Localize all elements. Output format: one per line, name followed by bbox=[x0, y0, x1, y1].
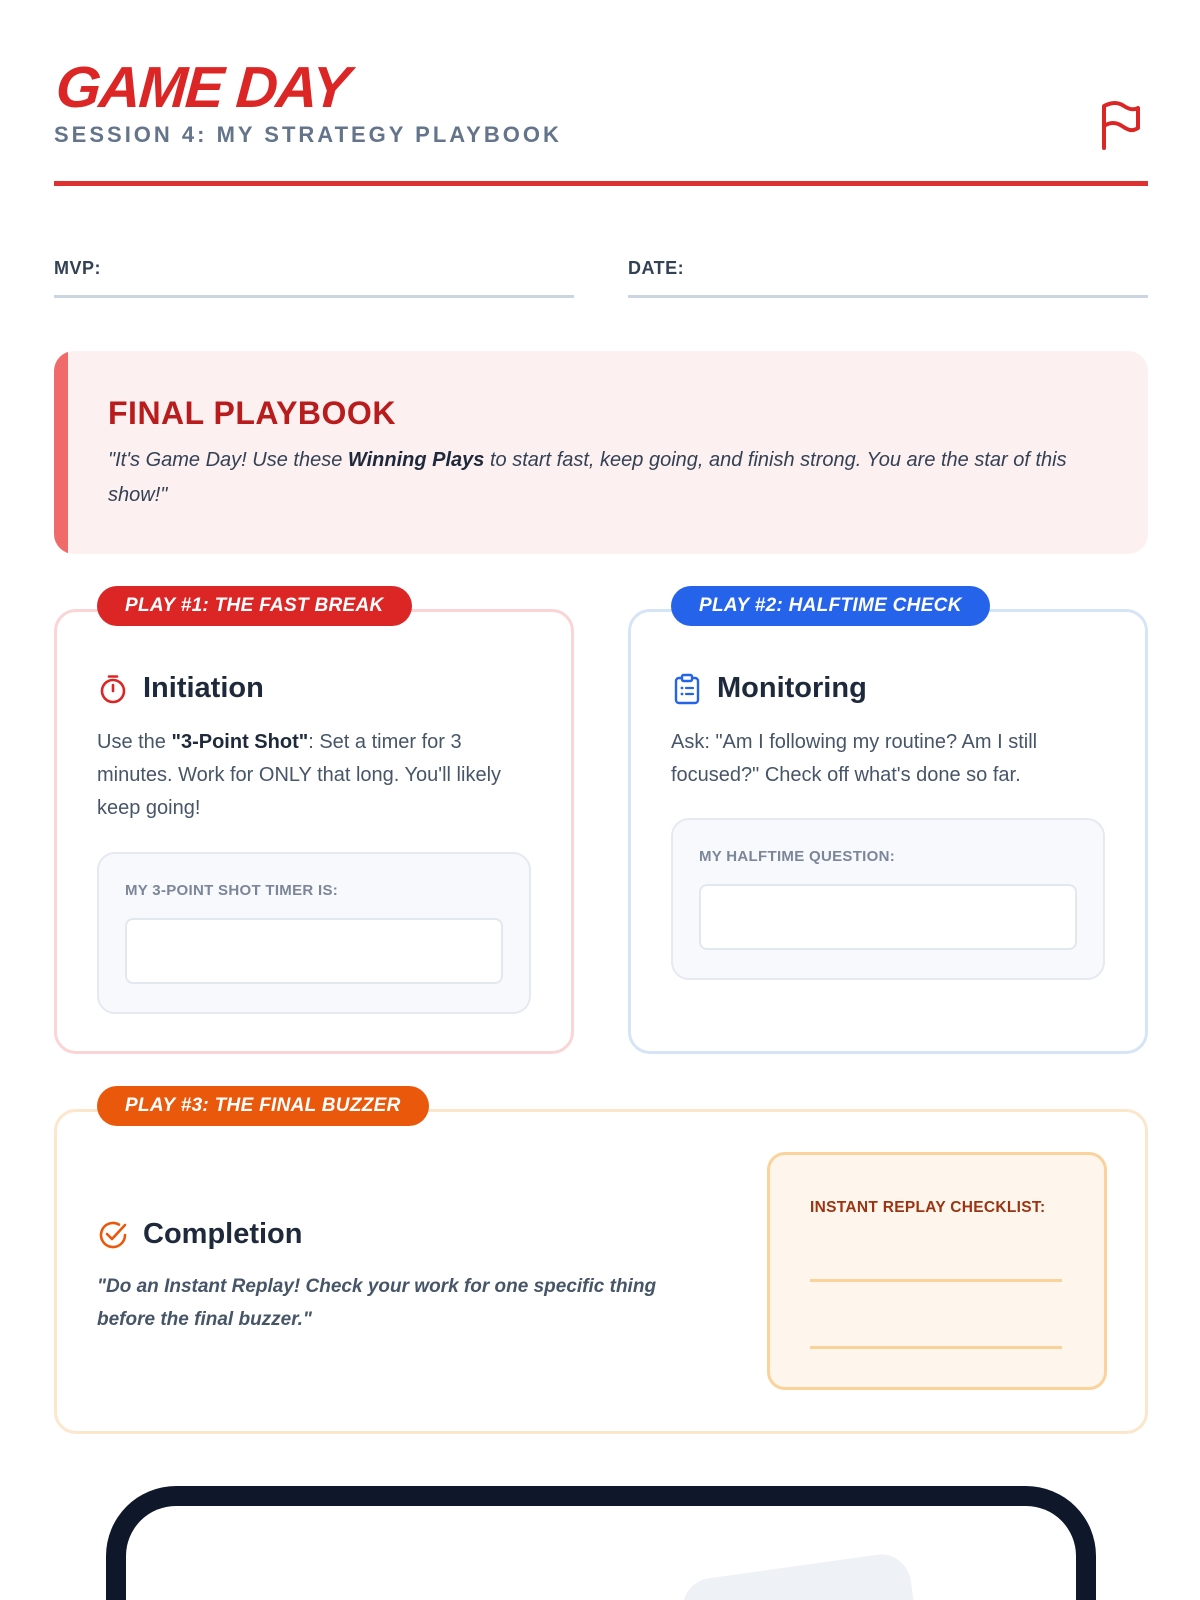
clipboard-icon bbox=[671, 673, 703, 705]
play-3-description: "Do an Instant Replay! Check your work for one specific thing before the final buzzer." bbox=[97, 1276, 657, 1330]
timer-input[interactable] bbox=[125, 918, 503, 984]
illustration-shape bbox=[679, 1551, 923, 1600]
instant-replay-checklist bbox=[767, 1152, 1107, 1390]
play-1-heading bbox=[97, 672, 264, 705]
play-card-final-buzzer bbox=[54, 1095, 1148, 1434]
play-3-badge: PLAY #3: THE FINAL BUZZER bbox=[97, 1086, 429, 1126]
mvp-label: MVP: bbox=[54, 258, 101, 278]
halftime-question-label: MY HALFTIME QUESTION: bbox=[699, 848, 896, 865]
check-circle-icon bbox=[97, 1219, 129, 1251]
page-header bbox=[53, 55, 1148, 148]
play-1-desc-end: : Set a timer for 3 minutes. Work for ONLY that long. You'll likely keep going! bbox=[97, 731, 502, 819]
date-label: DATE: bbox=[628, 258, 685, 278]
halftime-question-panel bbox=[671, 818, 1105, 980]
checklist-label: INSTANT REPLAY CHECKLIST: bbox=[810, 1199, 1046, 1216]
date-field[interactable] bbox=[628, 258, 1148, 298]
play-1-desc-start: Use the bbox=[97, 731, 172, 753]
play-1-desc-bold: "3-Point Shot" bbox=[171, 731, 309, 753]
mvp-field[interactable] bbox=[54, 258, 574, 298]
banner-quote bbox=[108, 443, 1118, 513]
play-card-halftime-check bbox=[628, 595, 1148, 1054]
play-1-heading-text: Initiation bbox=[143, 672, 264, 704]
bottom-illustration-frame bbox=[106, 1486, 1096, 1600]
page-subtitle: SESSION 4: MY STRATEGY PLAYBOOK bbox=[54, 122, 562, 147]
play-2-heading-text: Monitoring bbox=[717, 672, 867, 704]
header-divider bbox=[54, 181, 1148, 186]
play-card-fast-break bbox=[54, 595, 574, 1054]
timer-input-panel bbox=[97, 852, 531, 1014]
timer-input-label: MY 3-POINT SHOT TIMER IS: bbox=[125, 882, 339, 899]
play-2-badge: PLAY #2: HALFTIME CHECK bbox=[671, 586, 990, 626]
play-2-description: Ask: "Am I following my routine? Am I still focused?" Check off what's done so far. bbox=[671, 731, 1038, 786]
play-1-badge: PLAY #1: THE FAST BREAK bbox=[97, 586, 412, 626]
page-title: GAME DAY bbox=[53, 55, 351, 120]
checklist-line[interactable] bbox=[810, 1279, 1062, 1282]
banner-quote-start: "It's Game Day! Use these bbox=[108, 449, 348, 471]
banner-quote-end: to start fast, keep going, and finish strong. You are the star of this show!" bbox=[108, 449, 1067, 506]
stopwatch-icon bbox=[97, 673, 129, 705]
play-1-description bbox=[97, 726, 537, 825]
play-3-heading bbox=[97, 1218, 303, 1251]
final-playbook-banner bbox=[54, 351, 1148, 554]
halftime-question-input[interactable] bbox=[699, 884, 1077, 950]
banner-title: FINAL PLAYBOOK bbox=[108, 395, 396, 431]
flag-icon bbox=[1098, 100, 1142, 150]
banner-quote-bold: Winning Plays bbox=[347, 449, 485, 471]
checklist-line[interactable] bbox=[810, 1346, 1062, 1349]
play-3-heading-text: Completion bbox=[143, 1218, 303, 1250]
play-2-heading bbox=[671, 672, 867, 705]
